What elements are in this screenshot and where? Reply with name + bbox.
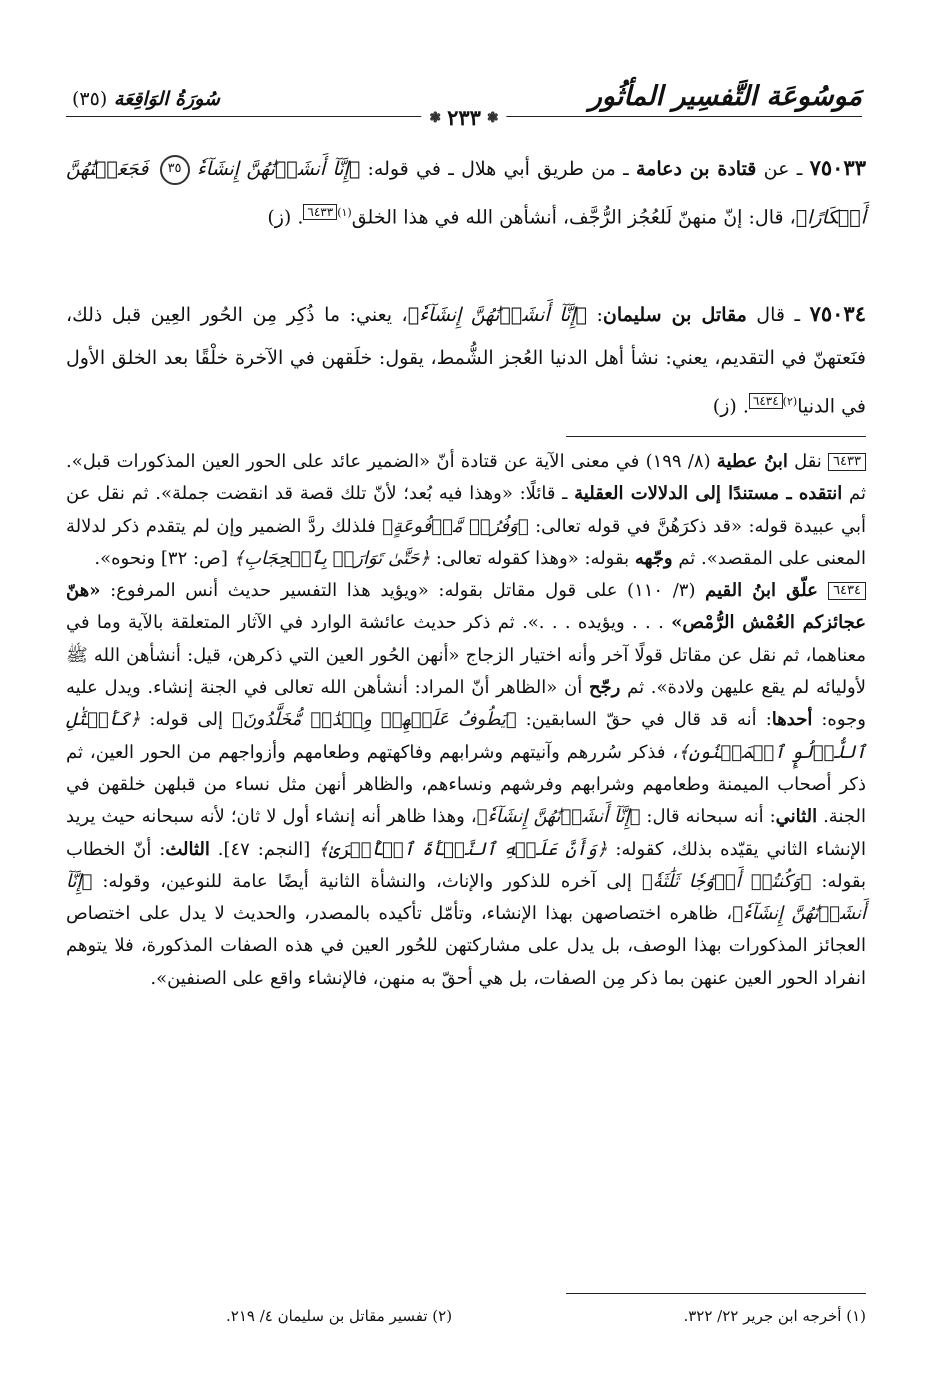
- note-text: إلى قوله:: [140, 709, 233, 731]
- note-text: أن «الظاهر أنّ المراد: أنشأهن الله تعالى في الجنة إنشاء. ويدل عليه وجوه:: [66, 677, 866, 731]
- note-text: ، فذكر سُررهم وآنيتهم وشرابهم وفاكهتهم وطعامهم وأزواجهم من الحور العين، ثم ذكر أصحاب الميمنة وطعامهم وشرابهم وفرشهم ونساءهم، والظاهر أنهن مثل نساء من قبلهن خلقهن في الجنة.: [66, 741, 866, 828]
- page-number-value: ٢٣٣: [447, 105, 481, 130]
- footnote: (١) أخرجه ابن جرير ٢٢/ ٣٢٢.: [683, 1307, 866, 1325]
- footnote-mark: (٢): [782, 395, 798, 408]
- note-emphasis: وجّهه: [634, 547, 673, 569]
- note-text: ، ظاهره اختصاصهن بهذا الإنشاء، وتأمّل تأكيده بالمصدر، والحديث لا يدل على اختصاص العجائز المذكورات بهذا الوصف، بل يدل على مشاركتهن للحُور العين في هذه الصفات المذكورة، فلا يتوهم انفراد الحور العين عنهن بما ذكر مِن الصفات، بل هي أحقّ به منهن، فالإنشاء واقع على الصنفين».: [66, 903, 866, 989]
- ayah-number-marker: ٣٥: [160, 155, 190, 185]
- note-emphasis: أحدها: [771, 709, 813, 731]
- entry-tail: . (ز): [267, 206, 304, 229]
- page-number: [421, 105, 506, 130]
- cross-reference-tag: ٦٤٣٤: [749, 393, 783, 409]
- note-text: نقل: [787, 451, 829, 472]
- note-text: (٨/ ١٩٩) في معنى الآية عن قتادة أنّ «الضمير عائد على الحور العين المذكورات قبل». ثم: [66, 451, 866, 505]
- note-emphasis: رجّح: [588, 677, 621, 699]
- commentary-note: [66, 575, 866, 995]
- footnote-divider: [566, 1293, 866, 1294]
- footnotes: [66, 1303, 866, 1329]
- note-text: ، وهذا ظاهر أنه إنشاء أول لا ثان؛ لأنه سبحانه حيث يريد الإنشاء الثاني يقيّده بذلك، كقوله:: [66, 806, 866, 860]
- note-text: إلى آخره للذكور والإناث، والنشأة الثانية أيضًا عامة للنوعين، وقوله:: [92, 870, 642, 892]
- commentary-note: [66, 446, 866, 575]
- footnote-mark: (١): [337, 206, 352, 219]
- quran-verse: ﴿وَكُنتُمۡ أَزۡوَٰجٗا ثَلَٰثَةٗ﴾: [641, 870, 812, 892]
- quran-verse: ﴿إِنَّآ أَنشَأۡنَٰهُنَّ إِنشَآءٗ﴾: [407, 304, 587, 326]
- note-text: ـ قائلًا: «وهذا فيه بُعد؛ لأنّ تلك قصة قد انقضت جملة». ثم نقل عن أبي عبيدة قوله: «قد ذكرَهُنَّ في قوله تعالى:: [66, 483, 866, 537]
- note-text: [النجم: ٤٧].: [209, 838, 319, 860]
- note-emphasis: الثالث: [165, 838, 210, 860]
- entry-text: ـ من طريق أبي هلال ـ في قوله:: [360, 158, 636, 180]
- note-emphasis: انتقده ـ مستندًا إلى الدلالات العقلية: [574, 483, 843, 505]
- ornament-icon: ❃: [429, 109, 442, 126]
- entry-tail: . (ز): [712, 395, 749, 418]
- quran-verse: ﴿وَأَنَّ عَلَيۡهِ ٱلنَّشۡأَةَ ٱلۡأُخۡرَىٰ﴾: [318, 838, 608, 860]
- section-divider: [566, 436, 866, 437]
- note-text: : أنه سبحانه قال:: [640, 806, 776, 828]
- hadith-quote: «هنّ عجائزكم العُمْش الرُّمْص»: [66, 580, 866, 634]
- note-emphasis: الثاني: [775, 806, 818, 828]
- note-text: فلذلك ردَّ الضمير وإن لم يتقدم ذكر لدلالة المعنى على المقصد». ثم: [66, 515, 866, 569]
- narration-entry: [66, 292, 866, 428]
- note-text: : أنّ الخطاب بقوله:: [66, 838, 866, 892]
- entry-text: ، قال: إنّ منهنّ لَلعُجُز الرُّجَّف، أنشأهن الله في هذا الخلق: [351, 206, 796, 229]
- quran-verse: ﴿كَأَمۡثَٰلِ ٱللُّؤۡلُوِٕ ٱلۡمَكۡنُونِ﴾: [66, 709, 866, 763]
- quran-verse: ﴿يَطُوفُ عَلَيۡهِمۡ وِلۡدَٰنٞ مُّخَلَّدُونَ﴾: [232, 709, 517, 731]
- note-text: : أنه قد قال في حقّ السابقين:: [516, 709, 772, 731]
- note-text: [ص: ٣٢] ونحوه».: [94, 547, 234, 569]
- narration-entry: [66, 146, 866, 239]
- quran-verse: ﴿إِنَّآ أَنشَأۡنَٰهُنَّ إِنشَآءٗ: [196, 158, 361, 180]
- quran-verse: ﴿وَفُرُشٖ مَّرۡفُوعَةٍ﴾: [382, 515, 529, 537]
- surah-name: سُورَةُ الوَاقِعَة: [113, 88, 220, 110]
- entry-text: ـ قال: [746, 304, 810, 326]
- quran-verse: ﴿إِنَّآ أَنشَأۡنَٰهُنَّ إِنشَآءٗ﴾: [66, 870, 866, 925]
- quran-verse: ﴿حَتَّىٰ تَوَارَتۡ بِٱلۡحِجَابِ﴾: [233, 547, 431, 569]
- surah-label: [66, 88, 220, 116]
- note-text: (٣/ ١١٠) على قول مقاتل بقوله: «ويؤيد هذا التفسير حديث أنس المرفوع:: [100, 580, 706, 602]
- entry-text: ـ عن: [756, 158, 810, 180]
- commentary-notes: [66, 446, 866, 995]
- entry-number: ٧٥٠٣٣: [809, 155, 866, 180]
- entry-text: ، يعني: ما ذُكِر مِن الحُور العِين قبل ذلك، فنَعتهنّ في التقديم، يعني: نشأ أهل الدنيا العُجز الشُّمط، يقول: خلَقهن في الآخرة خلْقًا بعد الخلق الأول في الدنيا: [66, 304, 866, 418]
- note-text: . . . ويؤيده . . .». ثم ذكر حديث عائشة الوارد في الآثار المتعلقة بالآية وما في معناهما، ثم نقل عن مقاتل قولًا آخر وأنه اختيار الزجاج «أنهن الحُور العين التي ذكرهن، قيل: أنشأهن الله ﷺ لأوليائه لم يقع عليهن ولادة». ثم: [66, 612, 867, 699]
- ornament-icon: ❃: [486, 109, 499, 126]
- note-reference-tag: ٦٤٣٣: [828, 453, 866, 471]
- note-text: بقوله: «وهذا كقوله تعالى:: [430, 547, 635, 569]
- note-reference-tag: ٦٤٣٤: [828, 582, 866, 600]
- entry-text: :: [586, 304, 603, 326]
- cross-reference-tag: ٦٤٣٣: [303, 204, 337, 220]
- book-title: مَوسُوعَة التَّفسِير المأثُور: [588, 81, 862, 112]
- footnote: (٢) تفسير مقاتل بن سليمان ٤/ ٢١٩.: [226, 1307, 453, 1325]
- scholar-name: علّق ابنُ القيم: [705, 580, 829, 602]
- page-header: [66, 70, 862, 130]
- scholar-name: ابنُ عطية: [716, 451, 788, 472]
- quran-verse: ﴿إِنَّآ أَنشَأۡنَٰهُنَّ إِنشَآءٗ﴾: [476, 806, 641, 828]
- surah-number: (٣٥): [72, 88, 108, 110]
- quran-verse: فَجَعَلۡنَٰهُنَّ أَبۡكَارًا﴾: [66, 158, 866, 229]
- narrator-name: مقاتل بن سليمان: [602, 304, 747, 326]
- narrator-name: قتادة بن دعامة: [635, 158, 757, 180]
- entry-number: ٧٥٠٣٤: [809, 301, 866, 326]
